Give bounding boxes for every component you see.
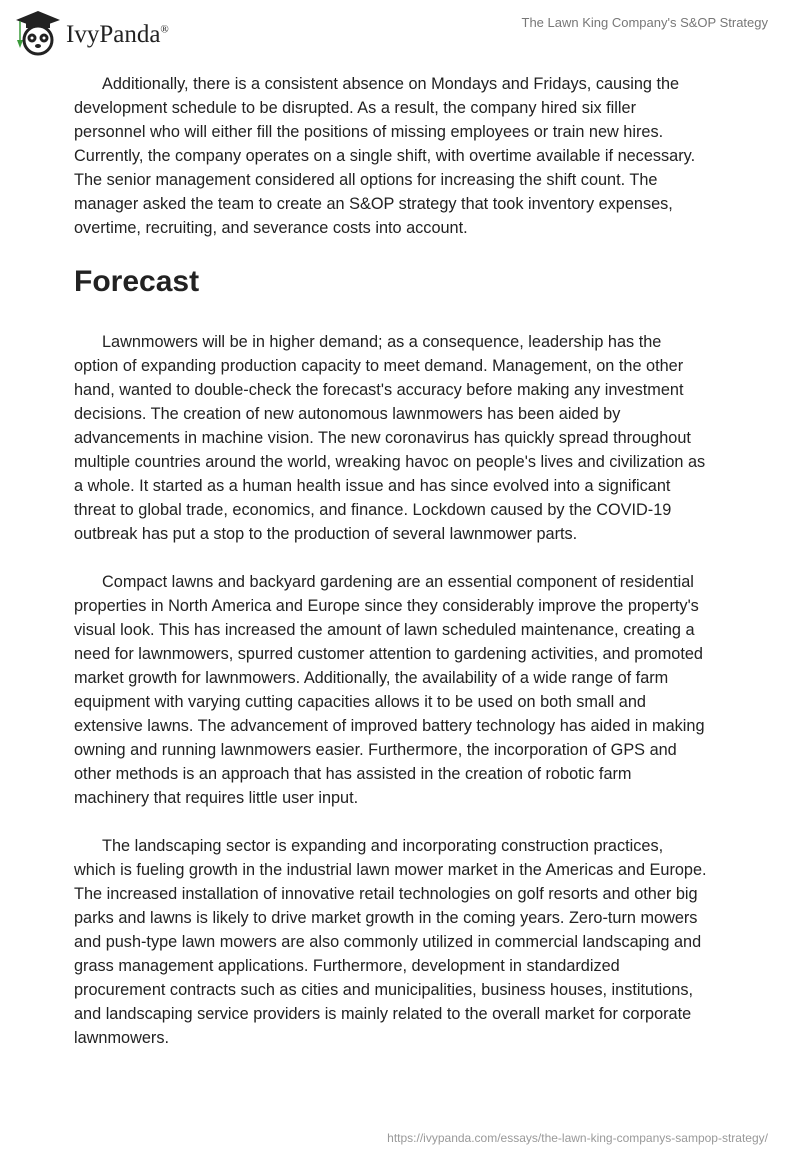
paragraph-2 xyxy=(74,330,734,546)
text-line: The increased installation of innovative retail technologies on golf resorts and other big xyxy=(74,885,698,903)
text-line: need for lawnmowers, spurred customer attention to gardening activities, and promoted xyxy=(74,645,703,663)
text-line: owning and running lawnmowers easier. Furthermore, the incorporation of GPS and xyxy=(74,741,677,759)
text-line: parks and lawns is likely to drive market growth in the coming years. Zero-turn mowers xyxy=(74,909,698,927)
text-line: properties in North America and Europe since they considerably improve the property's xyxy=(74,597,699,615)
text-line: lawnmowers. xyxy=(74,1029,170,1047)
brand-name xyxy=(66,21,169,49)
text-line: multiple countries around the world, wreaking havoc on people's lives and civilization as xyxy=(74,453,706,471)
panda-graduate-icon xyxy=(12,8,64,56)
text-line: decisions. The creation of new autonomous lawnmowers has been aided by xyxy=(74,405,621,423)
brand-text: IvyPanda xyxy=(66,21,161,48)
ivypanda-logo[interactable] xyxy=(12,8,169,56)
text-line: manager asked the team to create an S&OP strategy that took inventory expenses, xyxy=(74,195,673,213)
text-line: Additionally, there is a consistent absence on Mondays and Fridays, causing the xyxy=(102,75,680,93)
section-heading-forecast: Forecast xyxy=(74,265,200,298)
text-line: overtime, recruiting, and severance costs into account. xyxy=(74,219,468,237)
text-line: development schedule to be disrupted. As a result, the company hired six filler xyxy=(74,99,637,117)
paragraph-1 xyxy=(74,72,734,240)
text-line: extensive lawns. The advancement of improved battery technology has aided in making xyxy=(74,717,705,735)
text-line: and landscaping service providers is mainly related to the overall market for corporate xyxy=(74,1005,692,1023)
text-line: advancements in machine vision. The new coronavirus has quickly spread throughout xyxy=(74,429,691,447)
text-line: Compact lawns and backyard gardening are an essential component of residential xyxy=(102,573,694,591)
text-line: which is fueling growth in the industrial lawn mower market in the Americas and Europe. xyxy=(74,861,707,879)
text-line: machinery that requires little user input. xyxy=(74,789,359,807)
registered-mark: ® xyxy=(160,23,169,36)
text-line: hand, wanted to double-check the forecast's accuracy before making any investment xyxy=(74,381,684,399)
text-line: outbreak has put a stop to the production of several lawnmower parts. xyxy=(74,525,578,543)
text-line: option of expanding production capacity to meet demand. Management, on the other xyxy=(74,357,684,375)
paragraph-3 xyxy=(74,570,734,810)
document-title: The Lawn King Company's S&OP Strategy xyxy=(521,15,768,30)
text-line: The landscaping sector is expanding and incorporating construction practices, xyxy=(102,837,664,855)
text-line: The senior management considered all options for increasing the shift count. The xyxy=(74,171,658,189)
text-line: equipment with varying cutting capacities allows it to be used on both small and xyxy=(74,693,646,711)
text-line: a whole. It started as a human health issue and has since evolved into a significant xyxy=(74,477,671,495)
text-line: other methods is an approach that has assisted in the creation of robotic farm xyxy=(74,765,632,783)
text-line: threat to global trade, economics, and finance. Lockdown caused by the COVID-19 xyxy=(74,501,672,519)
text-line: grass management applications. Furthermore, development in standardized xyxy=(74,957,620,975)
text-line: Lawnmowers will be in higher demand; as a consequence, leadership has the xyxy=(102,333,662,351)
text-line: Currently, the company operates on a single shift, with overtime available if necessary. xyxy=(74,147,696,165)
text-line: procurement contracts such as cities and municipalities, business houses, institutions, xyxy=(74,981,693,999)
essay-content xyxy=(74,72,734,1074)
source-url[interactable]: https://ivypanda.com/essays/the-lawn-king-companys-sampop-strategy/ xyxy=(387,1131,768,1145)
text-line: market growth for lawnmowers. Additionally, the availability of a wide range of farm xyxy=(74,669,669,687)
text-line: visual look. This has increased the amount of lawn scheduled maintenance, creating a xyxy=(74,621,695,639)
text-line: personnel who will either fill the positions of missing employees or train new hires. xyxy=(74,123,664,141)
paragraph-4 xyxy=(74,834,734,1050)
text-line: and push-type lawn mowers are also commonly utilized in commercial landscaping and xyxy=(74,933,702,951)
